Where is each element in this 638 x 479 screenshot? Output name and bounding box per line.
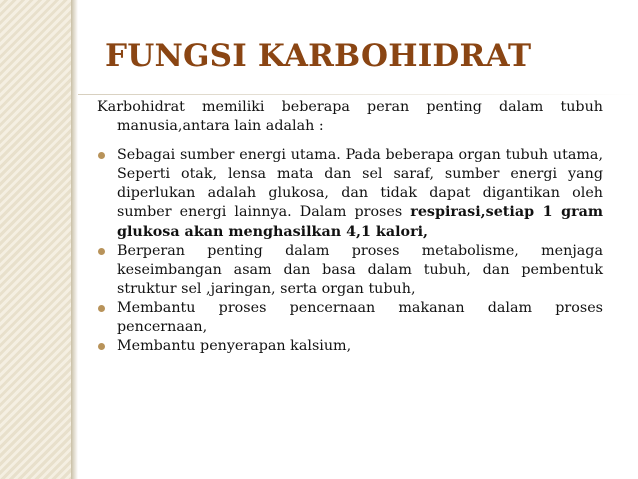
bullet-item [97, 146, 603, 241]
strip-edge-shadow [71, 0, 78, 479]
bullet-list [97, 146, 603, 356]
bullet-dot-icon [98, 305, 105, 312]
slide-body [97, 98, 603, 356]
intro-paragraph: Karbohidrat memiliki beberapa peran penting dalam tubuh manusia,antara lain adalah : [97, 99, 603, 135]
bullet-dot-icon [98, 343, 105, 350]
bullet-dot-icon [98, 248, 105, 255]
bullet-dot-icon [98, 152, 105, 159]
title-divider [78, 94, 638, 95]
bullet-text: Sebagai sumber energi utama. Pada beberapa organ tubuh utama, Seperti otak, lensa mata dan sel saraf, sumber energi yang diperlukan adalah glukosa, dan tidak dapat digantikan oleh sumber energi lainnya. Dalam proses [117, 147, 603, 221]
bullet-item [97, 242, 603, 299]
bullet-text: Membantu penyerapan kalsium, [117, 338, 352, 355]
bullet-item [97, 337, 603, 356]
bullet-text: Membantu proses pencernaan makanan dalam proses pencernaan, [117, 299, 603, 336]
bullet-item [97, 299, 603, 337]
decorative-side-strip [0, 0, 71, 479]
bullet-text: Berperan penting dalam proses metabolisme, menjaga keseimbangan asam dan basa dalam tubuh, dan pembentuk struktur sel ,jaringan, serta organ tubuh, [117, 242, 603, 297]
bullet-bold-text: respirasi,setiap 1 gram glukosa akan menghasilkan 4,1 kalori, [117, 204, 603, 240]
slide-title: FUNGSI KARBOHIDRAT [105, 38, 532, 74]
